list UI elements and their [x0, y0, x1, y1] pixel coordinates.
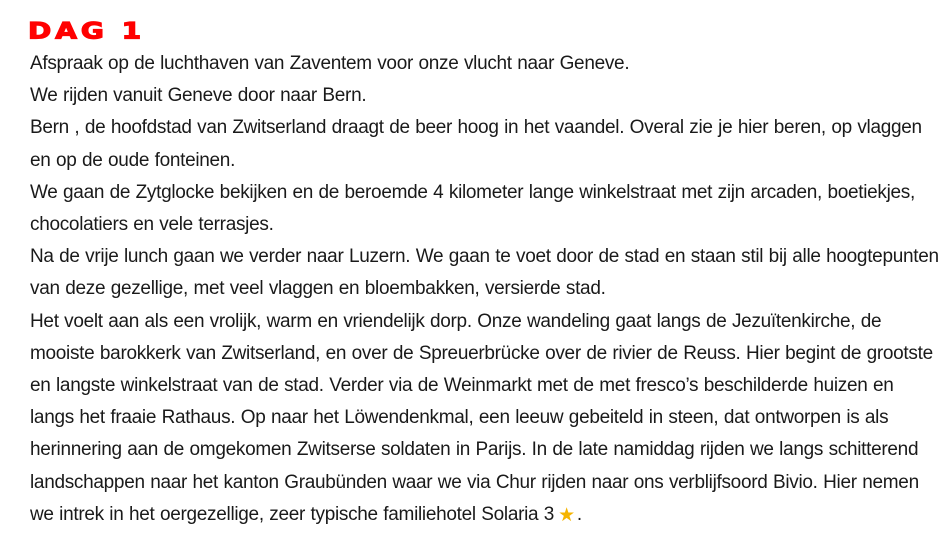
- paragraph-4: We gaan de Zytglocke bekijken en de beroemde 4 kilometer lange winkelstraat met zijn arcaden, boetiekjes, chocolatiers en vele terrasjes.: [30, 181, 915, 236]
- paragraph-6: [30, 306, 940, 531]
- paragraph-3: Bern , de hoofdstad van Zwitserland draagt de beer hoog in het vaandel. Overal zie je hier beren, op vlaggen en op de oude fonteinen.: [30, 117, 922, 171]
- itinerary-text: [30, 48, 940, 531]
- paragraph-5: Na de vrije lunch gaan we verder naar Luzern. We gaan te voet door de stad en staan stil bij alle hoogtepunten van deze gezellige, met veel vlaggen en bloembakken, versierde stad.: [30, 246, 939, 300]
- day-heading: DAG 1: [28, 18, 146, 45]
- document-page: [30, 20, 940, 531]
- paragraph-6-text: Het voelt aan als een vrolijk, warm en vriendelijk dorp. Onze wandeling gaat langs de Jezuïtenkirche, de mooiste barokkerk van Zwitserland, en over de Spreuerbrücke over de rivier de Reuss. Hier begint de grootste en langste winkelstraat van de stad. Verder via de Weinmarkt met de met fresco’s beschilderde huizen en langs het fraaie Rathaus. Op naar het Löwendenkmal, een leeuw gebeiteld in steen, dat ontworpen is als herinnering aan de omgekomen Zwitserse soldaten in Parijs. In de late namiddag rijden we langs schitterend landschappen naar het kanton Graubünden waar we via Chur rijden naar ons verblijfsoord Bivio. Hier nemen we intrek in het oergezellige, zeer typische familiehotel Solaria 3: [30, 310, 933, 525]
- closing-period: .: [576, 503, 582, 525]
- star-icon: ★: [558, 503, 575, 526]
- paragraph-2: We rijden vanuit Geneve door naar Bern.: [30, 85, 367, 107]
- paragraph-1: Afspraak op de luchthaven van Zaventem voor onze vlucht naar Geneve.: [30, 53, 630, 74]
